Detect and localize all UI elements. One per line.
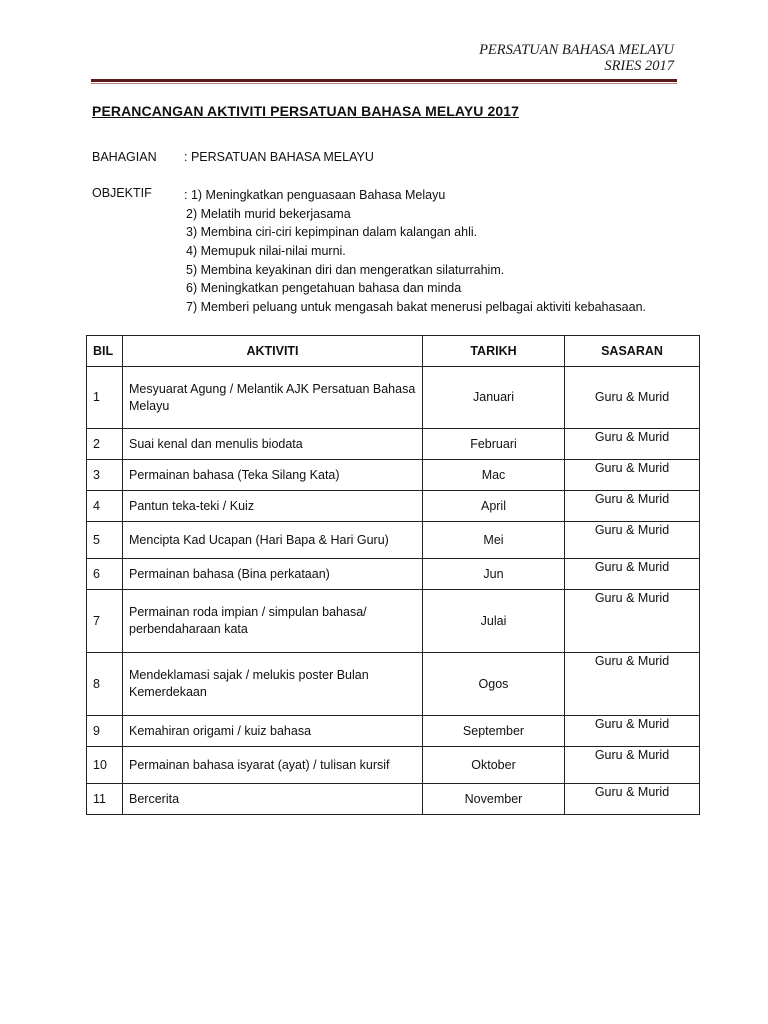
objektif-list-wrap [184,186,646,317]
header-org-name: PERSATUAN BAHASA MELAYU [479,42,674,58]
cell-sasaran: Guru & Murid [565,367,700,429]
col-header-bil: BIL [87,336,123,367]
table-row [87,653,700,716]
objektif-list [184,186,646,317]
objektif-item: 6) Meningkatkan pengetahuan bahasa dan minda [186,281,462,296]
cell-tarikh: September [423,716,565,747]
cell-sasaran: Guru & Murid [565,716,700,747]
cell-bil: 1 [87,367,123,429]
cell-tarikh: Mei [423,522,565,559]
cell-tarikh: Jun [423,559,565,590]
col-header-tarikh: TARIKH [423,336,565,367]
col-header-sasaran: SASARAN [565,336,700,367]
cell-sasaran: Guru & Murid [565,559,700,590]
cell-tarikh: November [423,784,565,815]
objektif-item: 4) Memupuk nilai-nilai murni. [186,244,346,259]
activity-table [86,335,700,815]
cell-bil: 3 [87,460,123,491]
cell-aktiviti: Mesyuarat Agung / Melantik AJK Persatuan Bahasa Melayu [123,367,423,429]
table-row [87,429,700,460]
table-row [87,491,700,522]
col-header-aktiviti: AKTIVITI [123,336,423,367]
objektif-item: 7) Memberi peluang untuk mengasah bakat menerusi pelbagai aktiviti kebahasaan. [186,300,647,315]
cell-tarikh: Julai [423,590,565,653]
table-row [87,367,700,429]
page-title: PERANCANGAN AKTIVITI PERSATUAN BAHASA MELAYU 2017 [92,103,520,119]
cell-aktiviti: Bercerita [123,784,423,815]
objektif-item: 3) Membina ciri-ciri kepimpinan dalam kalangan ahli. [186,225,478,240]
cell-aktiviti: Permainan bahasa isyarat (ayat) / tulisan kursif [123,747,423,784]
table-row [87,522,700,559]
cell-tarikh: Ogos [423,653,565,716]
cell-sasaran: Guru & Murid [565,522,700,559]
cell-bil: 11 [87,784,123,815]
cell-sasaran: Guru & Murid [565,747,700,784]
objektif-item: 5) Membina keyakinan diri dan mengeratkan silaturrahim. [186,262,505,277]
bahagian-value: : PERSATUAN BAHASA MELAYU [184,150,374,164]
cell-aktiviti: Mencipta Kad Ucapan (Hari Bapa & Hari Guru) [123,522,423,559]
cell-sasaran: Guru & Murid [565,590,700,653]
objektif-item: 2) Melatih murid bekerjasama [186,206,351,221]
objektif-item: : 1) Meningkatkan penguasaan Bahasa Melayu [184,188,446,202]
cell-tarikh: Februari [423,429,565,460]
header-school-year: SRIES 2017 [604,58,674,74]
cell-sasaran: Guru & Murid [565,460,700,491]
objektif-label: OBJEKTIF [92,186,152,200]
cell-aktiviti: Kemahiran origami / kuiz bahasa [123,716,423,747]
cell-bil: 7 [87,590,123,653]
table-row [87,716,700,747]
cell-bil: 9 [87,716,123,747]
cell-sasaran: Guru & Murid [565,429,700,460]
table-row [87,747,700,784]
table-row [87,559,700,590]
header-rule [91,79,677,82]
cell-aktiviti: Mendeklamasi sajak / melukis poster Bulan Kemerdekaan [123,653,423,716]
header-rule-thin [91,83,677,84]
cell-aktiviti: Permainan roda impian / simpulan bahasa/ perbendaharaan kata [123,590,423,653]
cell-aktiviti: Permainan bahasa (Bina perkataan) [123,559,423,590]
cell-bil: 5 [87,522,123,559]
document-header [479,42,674,74]
cell-sasaran: Guru & Murid [565,491,700,522]
cell-bil: 6 [87,559,123,590]
table-row [87,590,700,653]
cell-tarikh: Oktober [423,747,565,784]
cell-sasaran: Guru & Murid [565,784,700,815]
cell-aktiviti: Pantun teka-teki / Kuiz [123,491,423,522]
table-row [87,460,700,491]
cell-tarikh: Januari [423,367,565,429]
cell-tarikh: April [423,491,565,522]
table-row [87,784,700,815]
bahagian-label: BAHAGIAN [92,150,157,164]
cell-bil: 10 [87,747,123,784]
cell-aktiviti: Permainan bahasa (Teka Silang Kata) [123,460,423,491]
cell-aktiviti: Suai kenal dan menulis biodata [123,429,423,460]
cell-sasaran: Guru & Murid [565,653,700,716]
cell-bil: 2 [87,429,123,460]
cell-bil: 8 [87,653,123,716]
cell-bil: 4 [87,491,123,522]
table-header-row [87,336,700,367]
cell-tarikh: Mac [423,460,565,491]
